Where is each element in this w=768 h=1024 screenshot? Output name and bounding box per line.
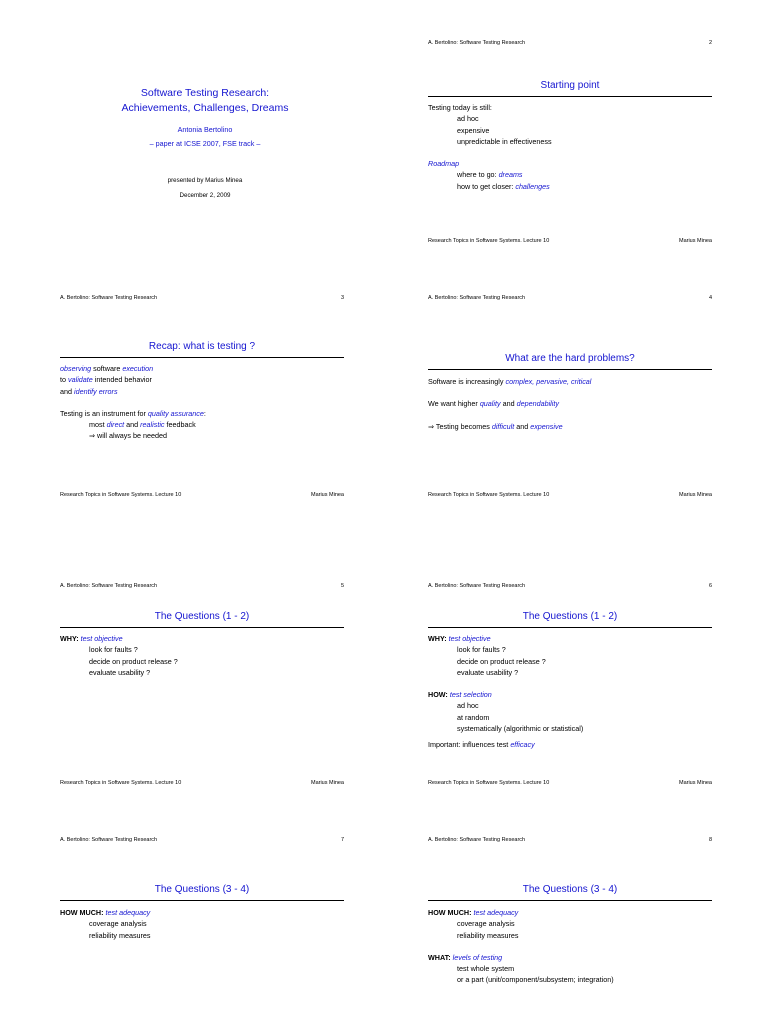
title-rule bbox=[428, 369, 712, 370]
slide-title: Starting point bbox=[540, 80, 600, 91]
body-line: observing software execution bbox=[60, 364, 154, 373]
list-item: reliability measures bbox=[457, 930, 519, 940]
venue: – paper at ICSE 2007, FSE track – bbox=[149, 139, 261, 148]
slide-body bbox=[60, 907, 344, 941]
presenter: presented by Marius Minea bbox=[167, 177, 243, 184]
footer-left: Research Topics in Software Systems. Lecture 10 bbox=[428, 492, 550, 498]
list-item: at random bbox=[457, 712, 490, 722]
header-left: A. Bertolino: Software Testing Research bbox=[428, 295, 526, 301]
slide-body bbox=[428, 907, 712, 986]
body-line: Testing is an instrument for quality assurance: bbox=[60, 408, 206, 418]
body-line: We want higher quality and dependability bbox=[428, 399, 559, 409]
page-number: 4 bbox=[708, 295, 712, 301]
slide-2 bbox=[428, 40, 712, 290]
author: Antonia Bertolino bbox=[177, 125, 233, 134]
slide-7 bbox=[60, 837, 344, 1017]
footer-left: Research Topics in Software Systems. Lecture 10 bbox=[428, 238, 550, 244]
header-left: A. Bertolino: Software Testing Research bbox=[428, 837, 526, 843]
page-number: 5 bbox=[340, 583, 344, 589]
list-item: look for faults ? bbox=[89, 645, 138, 655]
list-item: most direct and realistic feedback bbox=[89, 420, 196, 430]
footer-right: Marius Minea bbox=[310, 780, 344, 786]
page-number: 7 bbox=[340, 837, 344, 843]
body-line: to validate intended behavior bbox=[60, 375, 152, 385]
list-item: look for faults ? bbox=[457, 645, 506, 655]
slide-body bbox=[428, 102, 712, 192]
footer-right: Marius Minea bbox=[678, 492, 712, 498]
list-item: systematically (algorithmic or statistical) bbox=[457, 724, 584, 734]
footer-left: Research Topics in Software Systems. Lecture 10 bbox=[60, 780, 182, 786]
footer-left: Research Topics in Software Systems. Lecture 10 bbox=[428, 780, 550, 786]
slide-header bbox=[428, 40, 712, 50]
header-left: A. Bertolino: Software Testing Research bbox=[60, 583, 158, 589]
slide-title: What are the hard problems? bbox=[505, 353, 635, 364]
slide-header bbox=[60, 583, 344, 593]
title-rule bbox=[60, 627, 344, 628]
page-number: 6 bbox=[708, 583, 712, 589]
list-item: evaluate usability ? bbox=[89, 667, 151, 677]
slide-title-line-2: Achievements, Challenges, Dreams bbox=[121, 102, 289, 114]
title-rule bbox=[60, 900, 344, 901]
list-item: where to go: dreams bbox=[457, 170, 523, 180]
slide-header bbox=[60, 837, 344, 847]
body-line: ⇒ Testing becomes difficult and expensive bbox=[428, 421, 563, 431]
list-item: decide on product release ? bbox=[89, 656, 178, 666]
list-item: how to get closer: challenges bbox=[457, 181, 550, 191]
slide-title: Recap: what is testing ? bbox=[148, 341, 256, 352]
footer-left: Research Topics in Software Systems. Lecture 10 bbox=[60, 492, 182, 498]
roadmap-label: Roadmap bbox=[428, 159, 460, 169]
slide-body bbox=[60, 363, 344, 442]
slide-title: The Questions (3 - 4) bbox=[522, 884, 618, 895]
body-line: and identify errors bbox=[60, 386, 118, 396]
list-item: coverage analysis bbox=[89, 919, 147, 929]
slide-3 bbox=[60, 295, 344, 545]
body-line: WHY: test objective bbox=[60, 634, 123, 643]
list-item: ad hoc bbox=[457, 701, 479, 711]
header-left: A. Bertolino: Software Testing Research bbox=[60, 295, 158, 301]
footer-right: Marius Minea bbox=[678, 780, 712, 786]
slide-body bbox=[60, 633, 344, 678]
title-rule bbox=[428, 900, 712, 901]
page-number: 3 bbox=[340, 295, 344, 301]
body-line: HOW MUCH: test adequacy bbox=[428, 908, 519, 917]
slide-body bbox=[428, 633, 712, 751]
slide-header bbox=[428, 583, 712, 593]
intro-line: Testing today is still: bbox=[428, 103, 492, 112]
date: December 2, 2009 bbox=[179, 192, 231, 199]
slide-title: The Questions (3 - 4) bbox=[154, 884, 250, 895]
slide-header bbox=[60, 295, 344, 305]
slide-1 bbox=[60, 40, 350, 290]
slide-5 bbox=[60, 583, 344, 833]
list-item: unpredictable in effectiveness bbox=[457, 136, 552, 146]
body-line: HOW MUCH: test adequacy bbox=[60, 908, 151, 917]
list-item: evaluate usability ? bbox=[457, 667, 519, 677]
body-line: WHAT: levels of testing bbox=[428, 952, 503, 962]
list-item: ⇒ will always be needed bbox=[89, 431, 167, 441]
page-number: 2 bbox=[708, 40, 712, 46]
slide-8 bbox=[428, 837, 712, 1017]
header-left: A. Bertolino: Software Testing Research bbox=[428, 583, 526, 589]
body-line: Important: influences test efficacy bbox=[428, 740, 535, 750]
header-left: A. Bertolino: Software Testing Research bbox=[60, 837, 158, 843]
list-item: decide on product release ? bbox=[457, 656, 546, 666]
title-rule bbox=[60, 357, 344, 358]
slide-title-line-1: Software Testing Research: bbox=[140, 87, 270, 99]
list-item: expensive bbox=[457, 125, 490, 135]
slide-4 bbox=[428, 295, 712, 545]
page-number: 8 bbox=[708, 837, 712, 843]
list-item: test whole system bbox=[457, 964, 515, 974]
body-line: HOW: test selection bbox=[428, 690, 492, 700]
header-left: A. Bertolino: Software Testing Research bbox=[428, 40, 526, 46]
list-item: or a part (unit/component/subsystem; integration) bbox=[457, 975, 614, 985]
footer-right: Marius Minea bbox=[310, 492, 344, 498]
slide-body bbox=[428, 376, 712, 432]
title-rule bbox=[428, 96, 712, 97]
body-line: Software is increasingly complex, pervasive, critical bbox=[428, 377, 592, 386]
footer-right: Marius Minea bbox=[678, 238, 712, 244]
slide-title: The Questions (1 - 2) bbox=[522, 611, 618, 622]
title-rule bbox=[428, 627, 712, 628]
body-line: WHY: test objective bbox=[428, 634, 491, 643]
list-item: coverage analysis bbox=[457, 919, 515, 929]
slide-title: The Questions (1 - 2) bbox=[154, 611, 250, 622]
slide-header bbox=[428, 295, 712, 305]
slide-6 bbox=[428, 583, 712, 833]
list-item: ad hoc bbox=[457, 114, 479, 124]
list-item: reliability measures bbox=[89, 930, 151, 940]
slide-header bbox=[428, 837, 712, 847]
